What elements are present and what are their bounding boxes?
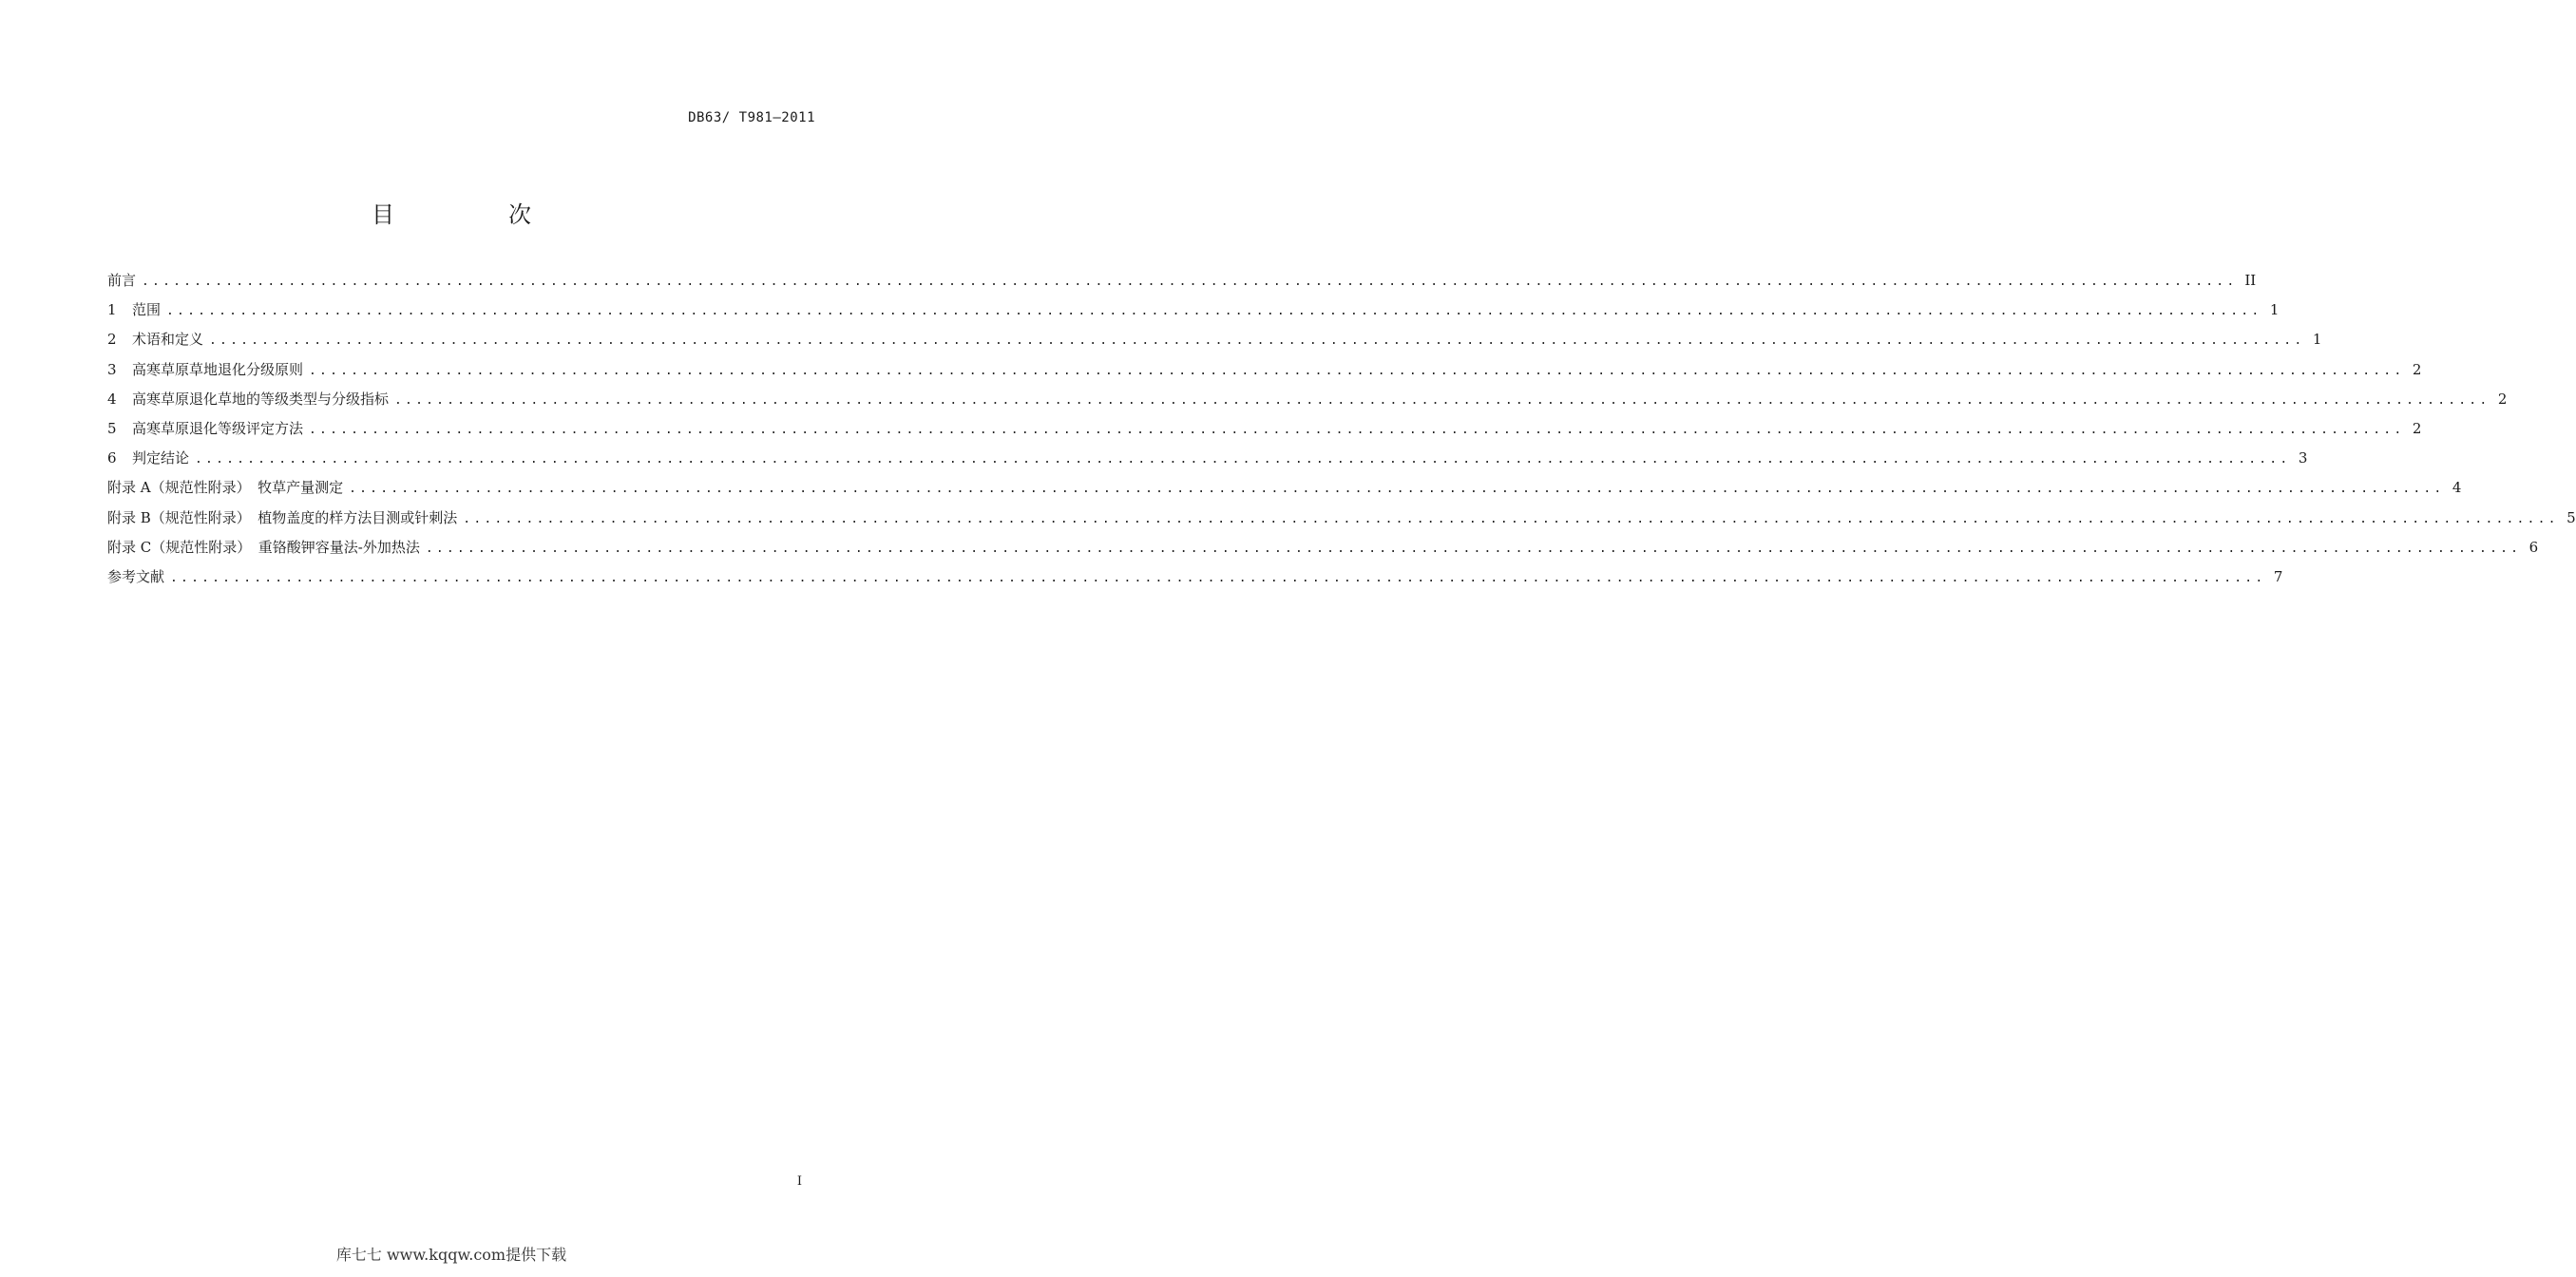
toc-entry-number: 6 (107, 449, 117, 467)
toc-entry[interactable] (107, 448, 2308, 477)
toc-entry-page: 2 (2497, 390, 2508, 408)
toc-entry-label: 参考文献 (107, 567, 165, 585)
table-of-contents (107, 270, 2576, 596)
toc-entry-label: 高寒草原退化草地的等级类型与分级指标 (132, 390, 390, 408)
toc-entry[interactable] (107, 270, 2257, 299)
toc-entry-number: 5 (107, 419, 117, 437)
dot-leader: ........................................................................................................................................................................................................ (394, 392, 2490, 408)
document-code: DB63/ T981—2011 (688, 110, 815, 125)
toc-entry-label: 前言 (107, 272, 137, 289)
toc-entry-label: 高寒草原草地退化分级原则 (132, 360, 304, 378)
dot-leader: ........................................................................................................................................................................................................ (309, 363, 2405, 378)
toc-entry-page: 3 (2298, 449, 2308, 467)
toc-entry[interactable] (107, 566, 2283, 596)
toc-entry-label: 范围 (132, 301, 162, 319)
toc-entry-page: 2 (2412, 419, 2422, 437)
toc-entry[interactable] (107, 299, 2280, 329)
toc-entry[interactable] (107, 477, 2462, 506)
dot-leader: ........................................................................................................................................................................................................ (166, 304, 2262, 319)
dot-leader: ........................................................................................................................................................................................................ (425, 541, 2522, 556)
dot-leader: ........................................................................................................................................................................................................ (170, 570, 2266, 585)
dot-leader: ........................................................................................................................................................................................................ (209, 334, 2305, 349)
toc-entry-number: 2 (107, 331, 117, 349)
dot-leader: ........................................................................................................................................................................................................ (309, 422, 2405, 437)
toc-entry-number: 4 (107, 390, 117, 408)
toc-entry-label: 附录 C（规范性附录） 重铬酸钾容量法-外加热法 (107, 538, 420, 556)
toc-entry-page: 1 (2269, 301, 2280, 319)
toc-entry[interactable] (107, 537, 2539, 566)
toc-entry[interactable] (107, 329, 2322, 358)
toc-entry-label: 判定结论 (132, 449, 190, 467)
toc-entry-label: 附录 A（规范性附录） 牧草产量测定 (107, 479, 344, 497)
toc-entry-page: 2 (2412, 360, 2422, 378)
toc-entry[interactable] (107, 359, 2422, 389)
toc-entry-page: 7 (2273, 567, 2283, 585)
toc-entry-page: II (2244, 272, 2257, 289)
footer-watermark: 库七七 www.kqqw.com提供下载 (335, 1246, 567, 1264)
dot-leader: ........................................................................................................................................................................................................ (463, 511, 2559, 526)
toc-title: 目 次 (372, 201, 577, 228)
toc-entry-label: 附录 B（规范性附录） 植物盖度的样方法目测或针刺法 (107, 508, 458, 526)
toc-entry-page: 5 (2566, 508, 2576, 526)
toc-entry-page: 1 (2312, 331, 2322, 349)
toc-entry-number: 3 (107, 360, 117, 378)
toc-entry[interactable] (107, 507, 2576, 537)
toc-entry[interactable] (107, 418, 2422, 448)
toc-entry-page: 6 (2528, 538, 2539, 556)
toc-entry[interactable] (107, 389, 2508, 418)
toc-entry-number: 1 (107, 301, 117, 319)
toc-entry-page: 4 (2452, 479, 2462, 497)
toc-entry-label: 高寒草原退化等级评定方法 (132, 419, 304, 437)
dot-leader: ........................................................................................................................................................................................................ (349, 482, 2445, 497)
dot-leader: ........................................................................................................................................................................................................ (195, 452, 2291, 467)
toc-entry-label: 术语和定义 (132, 331, 204, 349)
dot-leader: ........................................................................................................................................................................................................ (142, 275, 2238, 289)
page-number: I (796, 1174, 802, 1189)
